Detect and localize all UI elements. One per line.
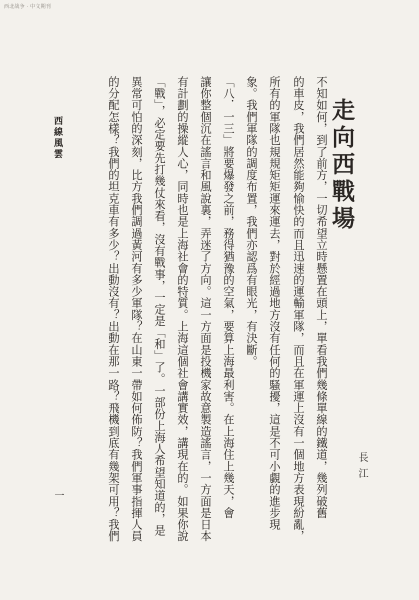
text-column: 異常可怕的深刻，比方我們調過黃河有多少軍隊？在山東一帶如何佈防？我們軍事指揮人員	[130, 76, 143, 542]
text-column: 所有的軍隊也規規矩矩運來運去，對於經過地方沒有任何的騷擾，這是不可小覷的進步現	[268, 76, 281, 531]
text-column: 有計劃的操縱人心，同時也是上海社會的特質。上海這個社會講實效，講現在的。如果你說	[176, 76, 189, 542]
text-column: 「八．一三」將要爆發之前，務得猶豫的空氣，要算上海最利害。在上海住上幾天，會	[222, 76, 235, 519]
page-number: 一	[52, 490, 63, 500]
article-author: 長江	[356, 452, 367, 484]
text-column: 的車皮，我們居然能夠愉快的而且迅速的運輸軍隊，而且在軍運上沒有一個地方表現紛亂，	[292, 76, 305, 542]
text-column: 不知如何，到了前方，一切希望立時懸置在頭上，單看我們幾條單線的鐵道，幾列破舊	[315, 76, 328, 519]
archive-stamp: 西北战争 · 中文期刊	[4, 4, 51, 10]
text-column: 「戰」，必定要先打幾仗來看，沒有戰事，一定是「和」了。一部份上海人希望知道的，是	[153, 76, 166, 537]
running-head: 西線風雲	[52, 116, 62, 160]
text-column: 的分配怎樣？我們的坦克車有多少？出動沒有？出動在那一路？飛機到底有幾架可用？我們	[107, 76, 120, 542]
article-title: 走向西戰場	[328, 98, 355, 233]
text-column: 象。我們軍隊的調度布置，我們亦認爲有眼光，有決斷。	[245, 76, 258, 368]
text-column: 讓你整個沉在謠言和風說裏，弄迷了方向。這一方面是投機家故意製造謠言，一方面是日本	[199, 76, 212, 542]
